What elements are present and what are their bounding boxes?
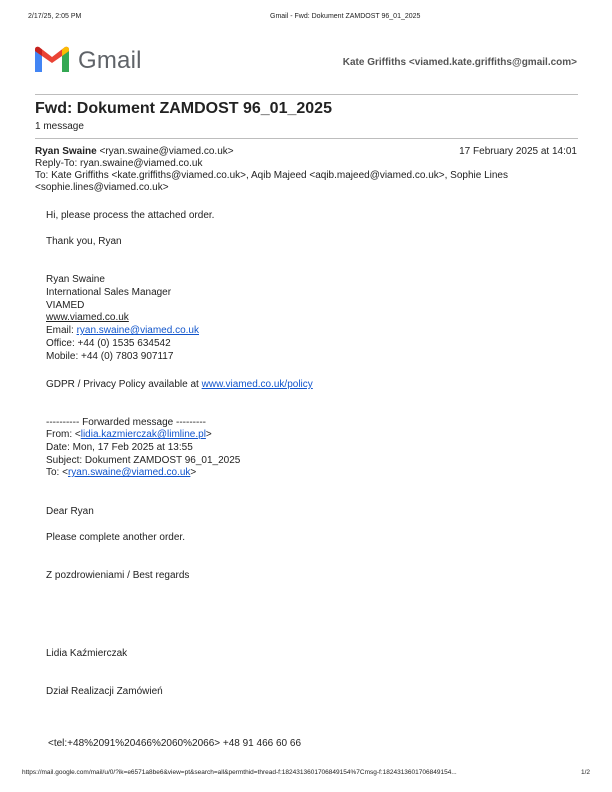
sender-email[interactable]: <ryan.swaine@viamed.co.uk> — [99, 146, 234, 157]
signature-website-link[interactable]: www.viamed.co.uk — [46, 312, 129, 323]
message-date: 17 February 2025 at 14:01 — [459, 146, 577, 157]
signature-mobile: Mobile: +44 (0) 7803 907117 — [46, 351, 174, 362]
forwarded-from-email-link[interactable]: lidia.kazmierczak@limline.pl — [80, 429, 206, 440]
gdpr-link[interactable]: www.viamed.co.uk/policy — [201, 379, 313, 390]
forwarded-to-close: > — [190, 467, 197, 478]
fwd-sender-name: Lidia Kaźmierczak — [46, 648, 128, 659]
forwarded-separator: ---------- Forwarded message --------- — [46, 417, 206, 428]
print-url: https://mail.google.com/mail/u/0/?ik=e6571a8be6&view=pt&search=all&permthid=thread-f:1824313601706849154%7Cmsg-f:1824313601706849154... — [22, 769, 457, 776]
thread-subject: Fwd: Dokument ZAMDOST 96_01_2025 — [35, 100, 332, 117]
print-page-number: 1/2 — [580, 769, 590, 776]
forwarded-to-label: To: < — [46, 467, 68, 478]
forwarded-to — [46, 467, 196, 478]
signature-company: VIAMED — [46, 300, 85, 311]
gmail-logo-text: Gmail — [78, 47, 142, 74]
print-datetime: 2/17/25, 2:05 PM — [28, 13, 82, 20]
forwarded-to-email-link[interactable]: ryan.swaine@viamed.co.uk — [67, 467, 191, 478]
header-divider — [35, 94, 578, 95]
signature-title: International Sales Manager — [46, 287, 172, 298]
body-thanks: Thank you, Ryan — [46, 236, 122, 247]
forwarded-subject: Subject: Dokument ZAMDOST 96_01_2025 — [46, 455, 241, 466]
fwd-department: Dział Realizacji Zamówień — [46, 686, 163, 697]
gdpr-label: GDPR / Privacy Policy available at — [46, 379, 202, 390]
fwd-regards: Z pozdrowieniami / Best regards — [46, 570, 190, 581]
message-count: 1 message — [35, 121, 84, 132]
sender-name: Ryan Swaine — [35, 146, 97, 157]
gmail-logo[interactable] — [33, 44, 143, 78]
signature-email-label: Email: — [46, 325, 77, 336]
reply-to: Reply-To: ryan.swaine@viamed.co.uk — [35, 158, 203, 169]
fwd-telephone: <tel:+48%2091%20466%2060%2066> +48 91 466 60 66 — [48, 738, 302, 749]
account-label: Kate Griffiths <viamed.kate.griffiths@gmail.com> — [342, 57, 577, 68]
fwd-dear: Dear Ryan — [46, 506, 94, 517]
signature-office: Office: +44 (0) 1535 634542 — [46, 338, 171, 349]
gmail-envelope-icon — [33, 44, 71, 74]
forwarded-from — [46, 429, 212, 440]
gdpr-note — [46, 379, 313, 390]
print-title: Gmail - Fwd: Dokument ZAMDOST 96_01_2025 — [270, 13, 421, 20]
signature-email-link[interactable]: ryan.swaine@viamed.co.uk — [76, 325, 199, 336]
fwd-request: Please complete another order. — [46, 532, 185, 543]
signature-name: Ryan Swaine — [46, 274, 105, 285]
forwarded-date: Date: Mon, 17 Feb 2025 at 13:55 — [46, 442, 193, 453]
subject-divider — [35, 138, 578, 139]
message-sender — [35, 146, 234, 157]
forwarded-from-label: From: < — [46, 429, 81, 440]
recipients-line-2: <sophie.lines@viamed.co.uk> — [35, 182, 169, 193]
forwarded-from-close: > — [205, 429, 212, 440]
body-greeting: Hi, please process the attached order. — [46, 210, 215, 221]
recipients-line-1: To: Kate Griffiths <kate.griffiths@viamed.co.uk>, Aqib Majeed <aqib.majeed@viamed.co.uk>, Sophie Lines — [35, 170, 508, 181]
signature-email — [46, 325, 199, 336]
